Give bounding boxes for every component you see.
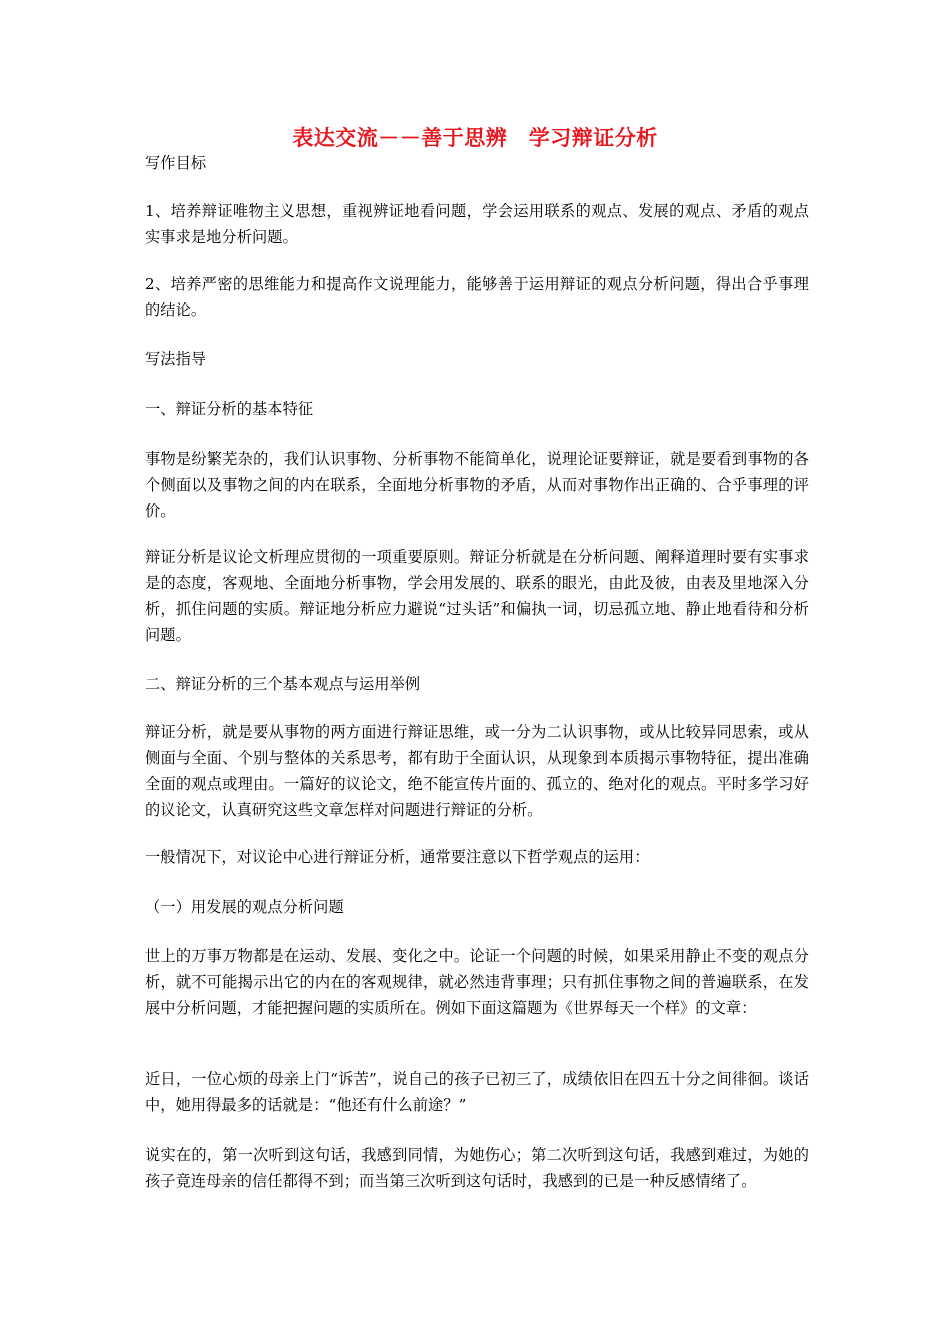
body-paragraph-4: 一般情况下，对议论中心进行辩证分析，通常要注意以下哲学观点的运用： [145,848,650,866]
body-paragraph-3: 辩证分析，就是要从事物的两方面进行辩证思维，或一分为二认识事物，或从比较异同思索，或从侧面与全面、个别与整体的关系思考，都有助于全面认识，从现象到本质揭示事物特征，提出准确全面的观点或理由。一篇好的议论文，绝不能宣传片面的、孤立的、绝对化的观点。平时多学习好的议论文，认真研究这些文章怎样对问题进行辩证的分析。 [145,723,809,819]
document-title: 表达交流－－善于思辨 学习辩证分析 [292,125,658,150]
body-paragraph-7: 说实在的，第一次听到这句话，我感到同情，为她伤心；第二次听到这句话，我感到难过，为她的孩子竟连母亲的信任都得不到；而当第三次听到这句话时，我感到的已是一种反感情绪了。 [145,1146,809,1190]
section-heading-writing-guidance: 写法指导 [145,350,207,368]
body-paragraph-5: 世上的万事万物都是在运动、发展、变化之中。论证一个问题的时候，如果采用静止不变的观点分析，就不可能揭示出它的内在的客观规律，就必然违背事理；只有抓住事物之间的普遍联系，在发展中分析问题，才能把握问题的实质所在。例如下面这篇题为《世界每天一个样》的文章： [145,947,809,1017]
body-paragraph-6: 近日，一位心烦的母亲上门“诉苦”，说自己的孩子已初三了，成绩依旧在四五十分之间徘徊。谈话中，她用得最多的话就是：“他还有什么前途？” [145,1070,809,1114]
section-heading-writing-goals: 写作目标 [145,154,207,172]
goal-paragraph-1: 1、培养辩证唯物主义思想，重视辨证地看问题，学会运用联系的观点、发展的观点、矛盾的观点实事求是地分析问题。 [145,202,809,246]
body-paragraph-1: 事物是纷繁芜杂的，我们认识事物、分析事物不能简单化，说理论证要辩证，就是要看到事物的各个侧面以及事物之间的内在联系，全面地分析事物的矛盾，从而对事物作出正确的、合乎事理的评价。 [145,450,809,520]
body-paragraph-2: 辩证分析是议论文析理应贯彻的一项重要原则。辩证分析就是在分析问题、阐释道理时要有实事求是的态度，客观地、全面地分析事物，学会用发展的、联系的眼光，由此及彼，由表及里地深入分析，抓住问题的实质。辩证地分析应力避说“过头话”和偏执一词，切忌孤立地、静止地看待和分析问题。 [145,548,809,644]
subheading-three-viewpoints: 二、辩证分析的三个基本观点与运用举例 [145,675,421,693]
subheading-basic-features: 一、辩证分析的基本特征 [145,400,314,418]
goal-paragraph-2: 2、培养严密的思维能力和提高作文说理能力，能够善于运用辩证的观点分析问题，得出合乎事理的结论。 [145,275,809,319]
subheading-development-view: （一）用发展的观点分析问题 [145,898,344,916]
